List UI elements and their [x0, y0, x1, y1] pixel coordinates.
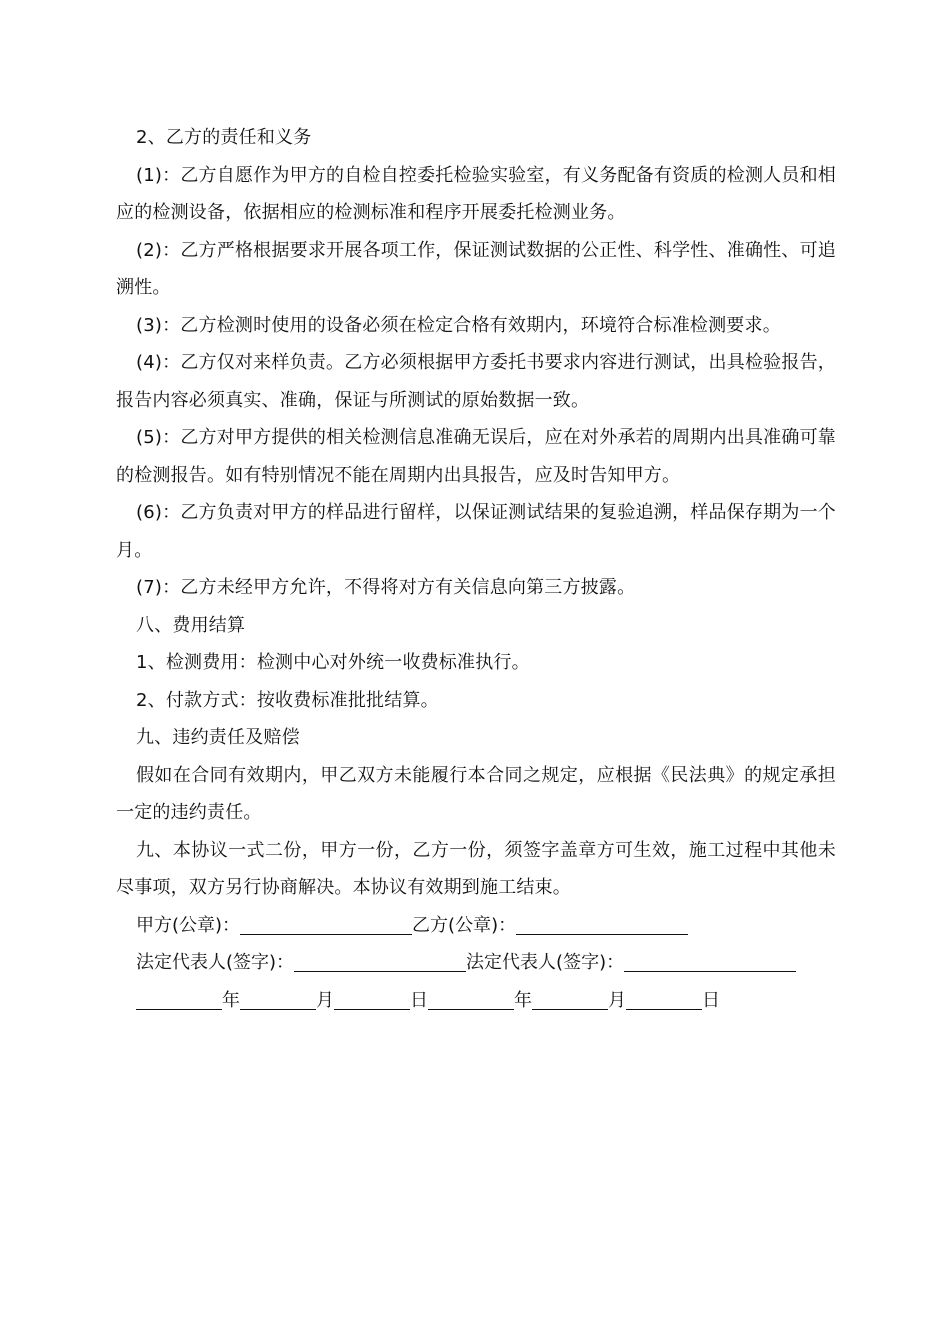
party-a-day-blank[interactable] [334, 989, 410, 1010]
party-a-seal-blank[interactable] [240, 914, 412, 935]
clause-paragraph: (5)：乙方对甲方提供的相关检测信息准确无误后，应在对外承若的周期内出具准确可靠的检测报告。如有特别情况不能在周期内出具报告，应及时告知甲方。 [116, 427, 836, 486]
party-a-year-blank[interactable] [136, 989, 222, 1010]
party-a-rep-blank[interactable] [294, 951, 466, 972]
clause-paragraph: (4)：乙方仅对来样负责。乙方必须根据甲方委托书要求内容进行测试，出具检验报告，报告内容必须真实、准确，保证与所测试的原始数据一致。 [116, 352, 836, 411]
month-label: 月 [608, 989, 626, 1011]
clause-paragraph: 1、检测费用：检测中心对外统一收费标准执行。 [136, 652, 530, 673]
party-a-month-blank[interactable] [240, 989, 316, 1010]
party-b-rep-blank[interactable] [624, 951, 796, 972]
document-page [116, 119, 836, 1019]
year-label: 年 [514, 989, 532, 1011]
representative-line [116, 944, 836, 982]
clause-paragraph: 九、本协议一式二份，甲方一份，乙方一份，须签字盖章方可生效，施工过程中其他未尽事项，双方另行协商解决。本协议有效期到施工结束。 [116, 839, 836, 898]
section-heading: 八、费用结算 [136, 614, 246, 636]
month-label: 月 [316, 989, 334, 1011]
clause-paragraph: (1)：乙方自愿作为甲方的自检自控委托检验实验室，有义务配备有资质的检测人员和相应的检测设备，依据相应的检测标准和程序开展委托检测业务。 [116, 164, 836, 223]
party-b-rep-label: 法定代表人(签字)： [466, 952, 625, 973]
party-b-year-blank[interactable] [428, 989, 514, 1010]
clause-paragraph: 假如在合同有效期内，甲乙双方未能履行本合同之规定，应根据《民法典》的规定承担一定的违约责任。 [116, 764, 836, 823]
year-label: 年 [222, 989, 240, 1011]
section-heading: 九、违约责任及赔偿 [136, 727, 300, 748]
clause-paragraph: (7)：乙方未经甲方允许，不得将对方有关信息向第三方披露。 [136, 577, 636, 598]
party-b-month-blank[interactable] [532, 989, 608, 1010]
clause-paragraph: 2、付款方式：按收费标准批批结算。 [136, 689, 439, 711]
date-line [116, 982, 836, 1020]
clause-paragraph: (2)：乙方严格根据要求开展各项工作，保证测试数据的公正性、科学性、准确性、可追溯性。 [116, 239, 836, 298]
day-label: 日 [410, 989, 428, 1011]
party-a-seal-label: 甲方(公章)： [136, 914, 241, 936]
section-heading: 2、乙方的责任和义务 [136, 127, 312, 148]
seal-line [116, 907, 836, 945]
party-b-day-blank[interactable] [626, 989, 702, 1010]
day-label: 日 [702, 989, 720, 1011]
party-b-seal-blank[interactable] [516, 914, 688, 935]
party-b-seal-label: 乙方(公章)： [412, 914, 517, 936]
clause-paragraph: (3)：乙方检测时使用的设备必须在检定合格有效期内，环境符合标准检测要求。 [136, 314, 781, 336]
party-a-rep-label: 法定代表人(签字)： [136, 952, 295, 973]
clause-paragraph: (6)：乙方负责对甲方的样品进行留样，以保证测试结果的复验追溯，样品保存期为一个月。 [116, 502, 836, 561]
